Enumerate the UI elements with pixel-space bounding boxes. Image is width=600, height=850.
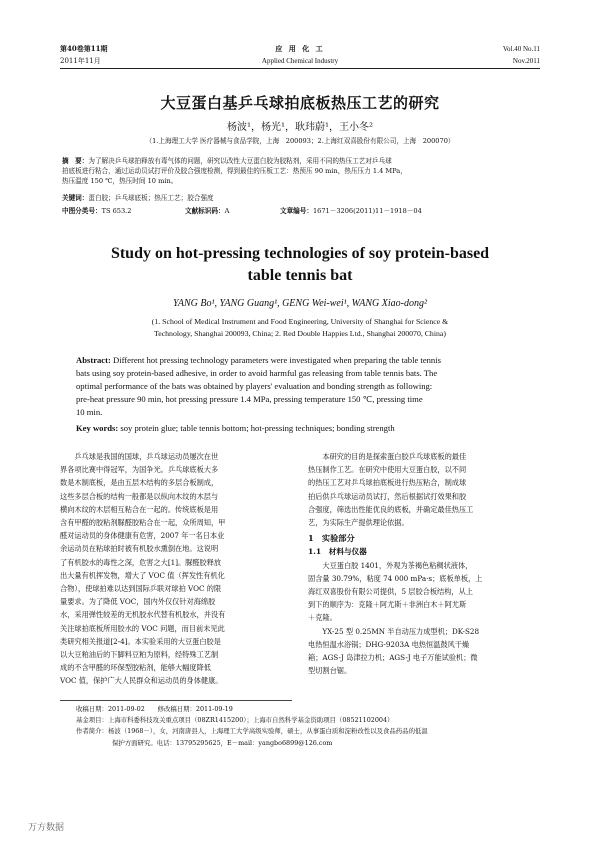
keywords-en bbox=[76, 422, 536, 435]
footnote-line: 作者简介：杨波（1968－），女，河南唐县人，上海理工大学高级实验师，硕士，从事蛋白质和淀粉改性以及食品药品的低温 bbox=[76, 727, 428, 736]
title-en-line: Study on hot-pressing technologies of soy protein-based bbox=[110, 245, 490, 262]
journal-name-en: Applied Chemical Industry bbox=[261, 57, 339, 65]
body-right-column bbox=[308, 450, 540, 677]
body-line: 量要求。为了降低 VOC，国内外仅仅针对海绵胶 bbox=[60, 597, 216, 607]
class-no-value: TS 653.2 bbox=[101, 207, 132, 215]
body-line: YX-25 型 0.25MN 半自动压力成型机；DK-S28 bbox=[322, 626, 480, 636]
keywords-cn bbox=[62, 193, 214, 203]
body-line: 水，采用弹性较差的无机胶水代替有机胶水，并没有 bbox=[60, 610, 226, 620]
affiliation-en-line: Technology, Shanghai 200093, China; 2. Red Double Happies Ltd., Shanghai 200070, China) bbox=[154, 329, 446, 338]
affiliation-en-line: (1. School of Medical Instrument and Food Engineering, University of Shanghai for Science & bbox=[151, 317, 449, 326]
journal-name-cn: 应 用 化 工 bbox=[275, 44, 325, 53]
doc-code-value: A bbox=[224, 207, 230, 215]
body-line: 海红双喜股份有限公司提供，5 层胶合板结构，从上 bbox=[308, 587, 473, 597]
subsection-heading: 1.1 材料与仪器 bbox=[308, 547, 367, 557]
body-line: 醛对运动员的身体健康有危害，2007 年一名日本业 bbox=[60, 531, 225, 541]
body-line: 合物），使球拍难以达到国际乒联对球拍 VOC 的限 bbox=[60, 584, 222, 594]
date-cn: 2011年11月 bbox=[60, 57, 101, 65]
body-line: 了有机胶水的毒性之深，危害之大[1]。脲醛胶释放 bbox=[60, 557, 222, 567]
article-no-label: 文章编号： bbox=[280, 207, 313, 215]
footnote-rule bbox=[60, 700, 292, 701]
body-line: 界各项比赛中得冠军，为国争光。乒乓球底板大多 bbox=[60, 465, 219, 475]
body-line: 以大豆粕油后的下脚料豆粕为原料，经特殊工艺制 bbox=[60, 650, 219, 660]
authors-cn: 杨波¹，杨光¹，耿玮蔚¹，王小冬² bbox=[226, 122, 374, 133]
body-line: 艺，为实际生产提供理论依据。 bbox=[308, 518, 409, 528]
volume-issue-en: Vol.40 No.11 bbox=[502, 45, 540, 53]
body-line: 型切割台锯。 bbox=[308, 666, 352, 676]
affiliation-en bbox=[0, 316, 600, 340]
abstract-en-line: pre-heat pressure 90 min, hot pressing pressure 1.4 MPa, pressing temperature 150 ℃, pressing time bbox=[76, 394, 423, 404]
body-line: 类研究相关报道[2-4]。本实验采用的大豆蛋白胶是 bbox=[60, 636, 221, 646]
document-code bbox=[185, 206, 229, 216]
abstract-cn bbox=[62, 156, 538, 186]
keywords-en-label: Key words: bbox=[76, 423, 119, 433]
body-line: 成的不含甲醛的环保型胶粘剂，能够大幅度降低 bbox=[60, 663, 211, 673]
footnote-line: 保护方面研究。电话：13795295625，E－mail：yangbo6899@126.com bbox=[112, 738, 333, 747]
body-line: 电热恒温水浴锅；DHG-9203A 电热恒温鼓风干燥 bbox=[308, 639, 470, 649]
doc-code-label: 文献标识码： bbox=[185, 207, 225, 215]
body-line: 拍后供乒乓球运动员试打，然后根据试打效果和胶 bbox=[308, 491, 467, 501]
article-no-value: 1671－3206(2011)11－1918－04 bbox=[312, 207, 422, 215]
abstract-cn-line: 为了解决乒乓球拍释放有毒气体的问题，研究以改性大豆蛋白胶为胶粘剂，采用不同的热压工艺对乒乓球 bbox=[88, 157, 392, 165]
body-line: 乒乓球是我国的国球，乒乓球运动员屡次在世 bbox=[74, 452, 219, 461]
date-en: Nov.2011 bbox=[512, 57, 540, 65]
footnotes bbox=[76, 704, 546, 749]
title-en-line: table tennis bat bbox=[247, 267, 353, 284]
class-no-label: 中图分类号： bbox=[62, 207, 102, 215]
abstract-en-line: optimal performance of the bats was obtained by players' evaluation and bonding strength as following: bbox=[76, 381, 433, 391]
header-rule bbox=[60, 68, 540, 69]
keywords-cn-label: 关键词： bbox=[62, 194, 89, 202]
affiliation-cn: （1.上海理工大学 医疗器械与食品学院，上海 200093；2.上海红双喜股份有限公司，上海 200070） bbox=[145, 137, 455, 145]
abstract-cn-label: 摘 要： bbox=[62, 157, 89, 165]
body-line: 余运动员在粘球拍时被有机胶水熏倒在地。这说明 bbox=[60, 544, 219, 554]
body-line: ＋克隆。 bbox=[308, 613, 337, 623]
abstract-en bbox=[76, 354, 528, 419]
section-heading: 1 实验部分 bbox=[308, 533, 355, 544]
watermark: 万方数据 bbox=[28, 823, 65, 833]
title-cn: 大豆蛋白基乒乓球拍底板热压工艺的研究 bbox=[160, 94, 440, 112]
footnote-line: 收稿日期：2011-09-02 修改稿日期：2011-09-19 bbox=[76, 705, 233, 713]
keywords-en-text: soy protein glue; table tennis bottom; hot-pressing techniques; bonding strength bbox=[120, 423, 395, 433]
body-line: 含有甲醛的胶粘剂脲醛胶粘合在一起，众所周知，甲 bbox=[60, 518, 226, 528]
abstract-en-line: bats using soy protein-based adhesive, in order to avoid harmful gas releasing from table tennis bats. The bbox=[76, 368, 438, 378]
body-line: 横向木纹的木层相互粘合在一起的。传统底板是用 bbox=[60, 504, 219, 514]
abstract-en-line: Different hot pressing technology parameters were investigated when preparing the table tennis bbox=[113, 355, 441, 365]
body-line: 本研究的目的是探索蛋白胶乒乓球底板的最佳 bbox=[322, 452, 467, 461]
article-number bbox=[280, 206, 422, 216]
body-line: 热压制作工艺。在研究中使用大豆蛋白胶，以不同 bbox=[308, 465, 467, 475]
body-line: 合强度，筛选出性能优良的底板，并确定最佳热压工 bbox=[308, 504, 474, 514]
body-line: 到下的顺序为：克隆＋阿尤斯＋非洲白木＋阿尤斯 bbox=[308, 600, 467, 610]
body-line: VOC 值，保护广大人民群众和运动员的身体健康。 bbox=[60, 676, 223, 686]
classification-number bbox=[62, 206, 131, 216]
authors-en: YANG Bo¹, YANG Guang¹, GENG Wei-wei¹, WANG Xiao-dong² bbox=[173, 298, 427, 309]
body-line: 这些多层合板的结构一般都是以纵向木纹的木层与 bbox=[60, 491, 219, 501]
body-line: 箱；AGS-J 岛津拉力机；AGS-J 电子万能试验机；微 bbox=[308, 653, 478, 663]
body-line: 固含量 30.79%，粘度 74 000 mPa·s；底板单板，上 bbox=[308, 573, 483, 583]
body-line: 数是木制底板，是由五层木结构的多层合板制成， bbox=[60, 478, 219, 488]
body-line: 关注球拍底板所用胶水的 VOC 问题，而目前未见此 bbox=[60, 623, 225, 633]
body-line: 的热压工艺对乒乓球拍底板进行热压粘合，制成球 bbox=[308, 478, 467, 488]
abstract-cn-line: 拍底板进行粘合，通过运动员试打评价及胶合强度检测，得到最佳的压板工艺：热预压 90 min，热压压力 1.4 MPa， bbox=[62, 167, 407, 175]
volume-issue-cn: 第40卷第11期 bbox=[60, 44, 108, 53]
body-line: 大豆蛋白胶 1401，外观为茶褐色粘稠状液体， bbox=[322, 560, 473, 570]
body-left-column bbox=[60, 450, 292, 688]
abstract-en-label: Abstract: bbox=[76, 355, 111, 365]
footnote-line: 基金项目：上海市科委科技攻关重点项目（08ZR1415200）；上海市自然科学基金资助项目（08521102004） bbox=[76, 716, 394, 725]
keywords-cn-text: 蛋白胶；乒乓球底板；热压工艺；胶合强度 bbox=[88, 194, 214, 202]
abstract-cn-line: 热压温度 150 ℃，热压时间 10 min。 bbox=[62, 177, 178, 185]
abstract-en-line: 10 min. bbox=[76, 407, 103, 417]
body-line: 出大量有机挥发物，增大了 VOC 值（挥发性有机化 bbox=[60, 570, 225, 580]
